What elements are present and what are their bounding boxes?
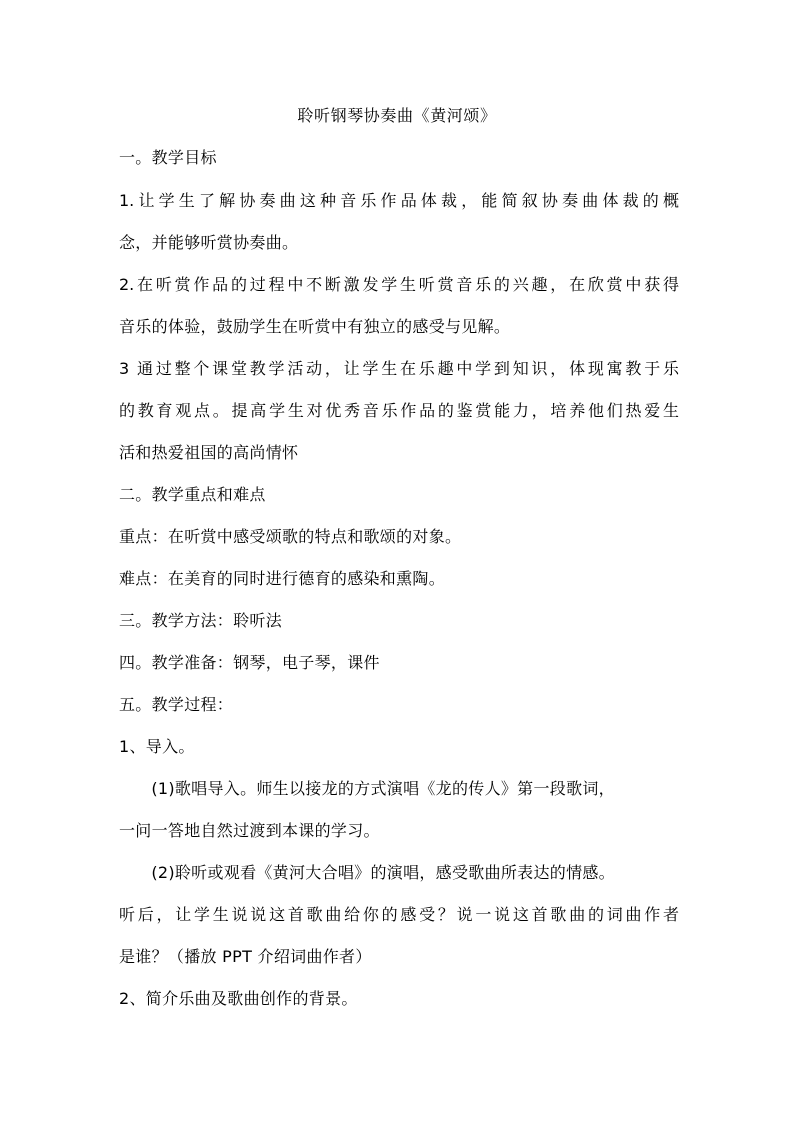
section-heading-key-points: 二。教学重点和难点 (119, 485, 266, 504)
paragraph-line: 一问一答地自然过渡到本课的学习。 (119, 821, 380, 840)
paragraph-line: 活和热爱祖国的高尚情怀 (119, 443, 299, 462)
paragraph-line: 1.让学生了解协奏曲这种音乐作品体裁，能简叙协奏曲体裁的概 (119, 191, 679, 210)
paragraph-line: 重点：在听赏中感受颂歌的特点和歌颂的对象。 (119, 527, 462, 546)
paragraph-line: 听后，让学生说说这首歌曲给你的感受？说一说这首歌曲的词曲作者 (119, 905, 679, 924)
paragraph-line: (2)聆听或观看《黄河大合唱》的演唱，感受歌曲所表达的情感。 (119, 863, 615, 882)
section-heading-process: 五。教学过程： (119, 695, 234, 714)
section-heading-method: 三。教学方法：聆听法 (119, 611, 283, 630)
paragraph-line: 音乐的体验，鼓励学生在听赏中有独立的感受与见解。 (119, 317, 511, 336)
section-heading-objectives: 一。教学目标 (119, 148, 217, 167)
subsection-heading-intro: 1、导入。 (119, 737, 195, 756)
paragraph-line: 是谁？（播放 PPT 介绍词曲作者） (119, 947, 372, 966)
document-title: 聆听钢琴协奏曲《黄河颂》 (297, 106, 497, 125)
paragraph-line: 2.在听赏作品的过程中不断激发学生听赏音乐的兴趣，在欣赏中获得 (119, 275, 679, 294)
paragraph-line: 难点：在美育的同时进行德育的感染和熏陶。 (119, 569, 446, 588)
paragraph-line: 的教育观点。提高学生对优秀音乐作品的鉴赏能力，培养他们热爱生 (119, 401, 679, 420)
paragraph-line: 3 通过整个课堂教学活动，让学生在乐趣中学到知识，体现寓教于乐 (119, 359, 679, 378)
paragraph-line: 念，并能够听赏协奏曲。 (119, 233, 299, 252)
paragraph-line: (1)歌唱导入。师生以接龙的方式演唱《龙的传人》第一段歌词， (119, 779, 615, 798)
subsection-heading-background: 2、简介乐曲及歌曲创作的背景。 (119, 989, 358, 1008)
section-heading-preparation: 四。教学准备：钢琴，电子琴，课件 (119, 653, 380, 672)
